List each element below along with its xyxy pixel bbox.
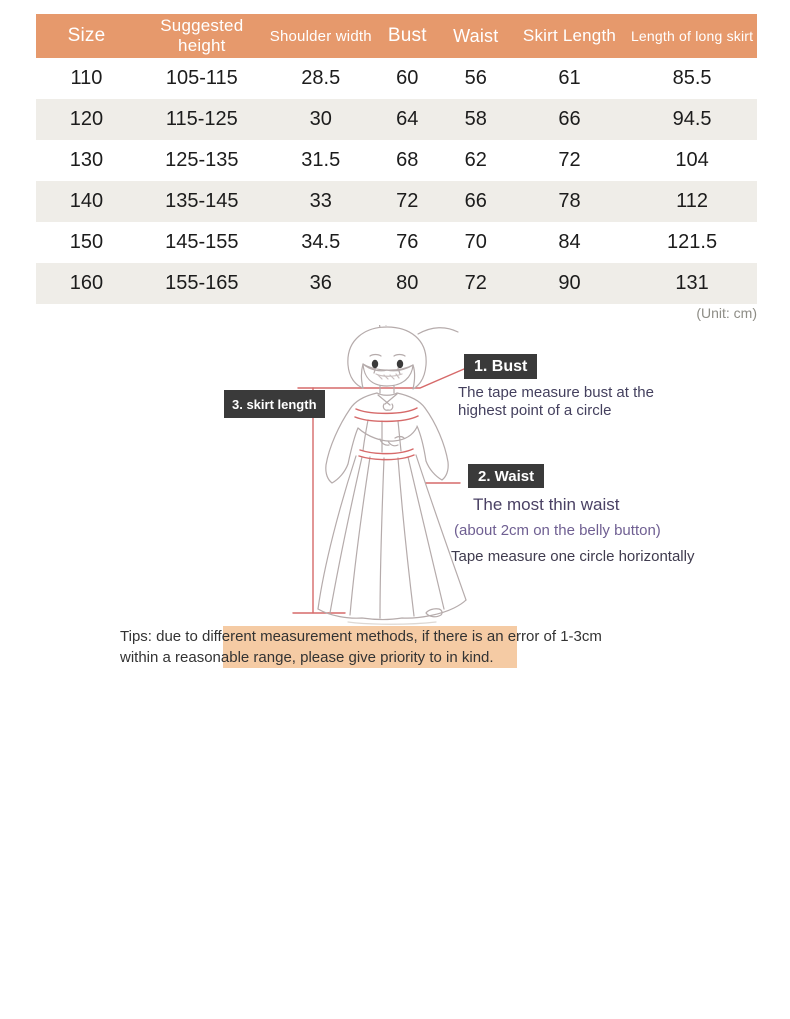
table-cell: 68 (396, 149, 419, 171)
table-cell: 34.5 (301, 231, 341, 253)
tips-block (120, 626, 680, 668)
header-row (36, 14, 757, 58)
table-cell: 31.5 (301, 149, 341, 171)
left-shoulder (350, 393, 377, 409)
table-cell: 62 (464, 149, 487, 171)
table-cell: 72 (396, 190, 419, 212)
col-header-suggested-height: Suggested height (160, 16, 244, 55)
table-cell: 120 (69, 108, 104, 130)
table-cell: 61 (558, 67, 581, 89)
table-cell: 28.5 (301, 67, 341, 89)
table-row-130 (36, 140, 757, 181)
table-cell: 72 (464, 272, 487, 294)
bust-description (458, 384, 678, 420)
waist-tag: 2. Waist (468, 464, 544, 488)
table-row-150 (36, 222, 757, 263)
tips-line1: Tips: due to different measurement methods, if there is an error of 1-3cm (120, 628, 602, 645)
right-shoulder (397, 393, 425, 408)
table-cell: 94.5 (672, 108, 712, 130)
skirt-length-tag: 3. skirt length (224, 390, 325, 418)
table-cell: 110 (70, 67, 103, 89)
left-eye (372, 360, 378, 368)
col-header-long-skirt-length: Length of long skirt (630, 28, 754, 44)
hair (348, 327, 426, 389)
table-cell: 64 (396, 108, 419, 130)
crossed-collar (377, 393, 397, 405)
table-cell: 36 (309, 272, 332, 294)
col-header-waist: Waist (453, 25, 499, 46)
table-cell: 84 (558, 231, 581, 253)
face-hatch (376, 374, 402, 379)
bust-tag: 1. Bust (464, 354, 537, 379)
collar-knot (383, 404, 392, 410)
neck (380, 386, 394, 393)
table-cell: 78 (558, 190, 581, 212)
table-cell: 66 (558, 108, 581, 130)
table-cell: 145-155 (165, 231, 239, 253)
table-cell: 160 (69, 272, 104, 294)
waist-description-line1: The most thin waist (473, 495, 620, 514)
table-cell: 130 (69, 149, 104, 171)
unit-note: (Unit: cm) (696, 305, 757, 321)
table-row-110 (36, 58, 757, 99)
table-cell: 150 (69, 231, 104, 253)
table-cell: 131 (675, 272, 709, 294)
hair-strand (418, 328, 458, 334)
table-row-120 (36, 99, 757, 140)
table-cell: 72 (558, 149, 581, 171)
right-sleeve (425, 408, 448, 480)
col-header-size: Size (67, 25, 106, 46)
table-cell: 155-165 (165, 272, 239, 294)
col-header-skirt-length: Skirt Length (522, 26, 617, 45)
bust-description-line2: highest point of a circle (458, 402, 612, 419)
table-cell: 140 (69, 190, 104, 212)
table-cell: 105-115 (165, 67, 238, 89)
table-cell: 80 (396, 272, 419, 294)
shoe (426, 609, 442, 617)
table-cell: 115-125 (165, 108, 238, 130)
table-row-160 (36, 263, 757, 304)
table-cell: 30 (309, 108, 332, 130)
size-table (36, 14, 757, 304)
table-cell: 85.5 (672, 67, 712, 89)
left-sleeve-inner (348, 428, 358, 464)
table-row-140 (36, 181, 757, 222)
table-cell: 66 (464, 190, 487, 212)
bust-description-line1: The tape measure bust at the (458, 384, 654, 401)
right-sleeve-inner (417, 426, 426, 461)
skirt-pleats (330, 457, 444, 618)
tips-line2: within a reasonable range, please give priority to in kind. (120, 649, 494, 666)
table-cell: 33 (309, 190, 332, 212)
table-cell: 112 (676, 190, 709, 212)
skirt-hem (318, 600, 466, 620)
table-cell: 76 (396, 231, 419, 253)
waist-description-line3: Tape measure one circle horizontally (451, 548, 695, 565)
col-header-bust: Bust (387, 25, 427, 46)
waist-band (360, 449, 413, 454)
table-cell: 70 (464, 231, 487, 253)
left-sleeve (326, 409, 350, 483)
table-cell: 104 (675, 149, 709, 171)
size-table-body (36, 58, 757, 304)
hem-shadow (348, 622, 436, 624)
girl-line-art (318, 325, 466, 624)
table-cell: 56 (464, 67, 487, 89)
size-table-header (36, 14, 757, 58)
table-cell: 58 (464, 108, 487, 130)
table-cell: 125-135 (165, 149, 239, 171)
table-cell: 90 (558, 272, 581, 294)
waist-band (359, 455, 414, 460)
table-cell: 121.5 (667, 231, 718, 253)
right-eye (397, 360, 403, 368)
waist-description-line2: (about 2cm on the belly button) (454, 522, 661, 539)
bust-band (355, 416, 418, 421)
table-cell: 135-145 (165, 190, 239, 212)
red-sash-bands (355, 408, 418, 460)
table-cell: 60 (396, 67, 419, 89)
col-header-shoulder-width: Shoulder width (269, 27, 372, 45)
